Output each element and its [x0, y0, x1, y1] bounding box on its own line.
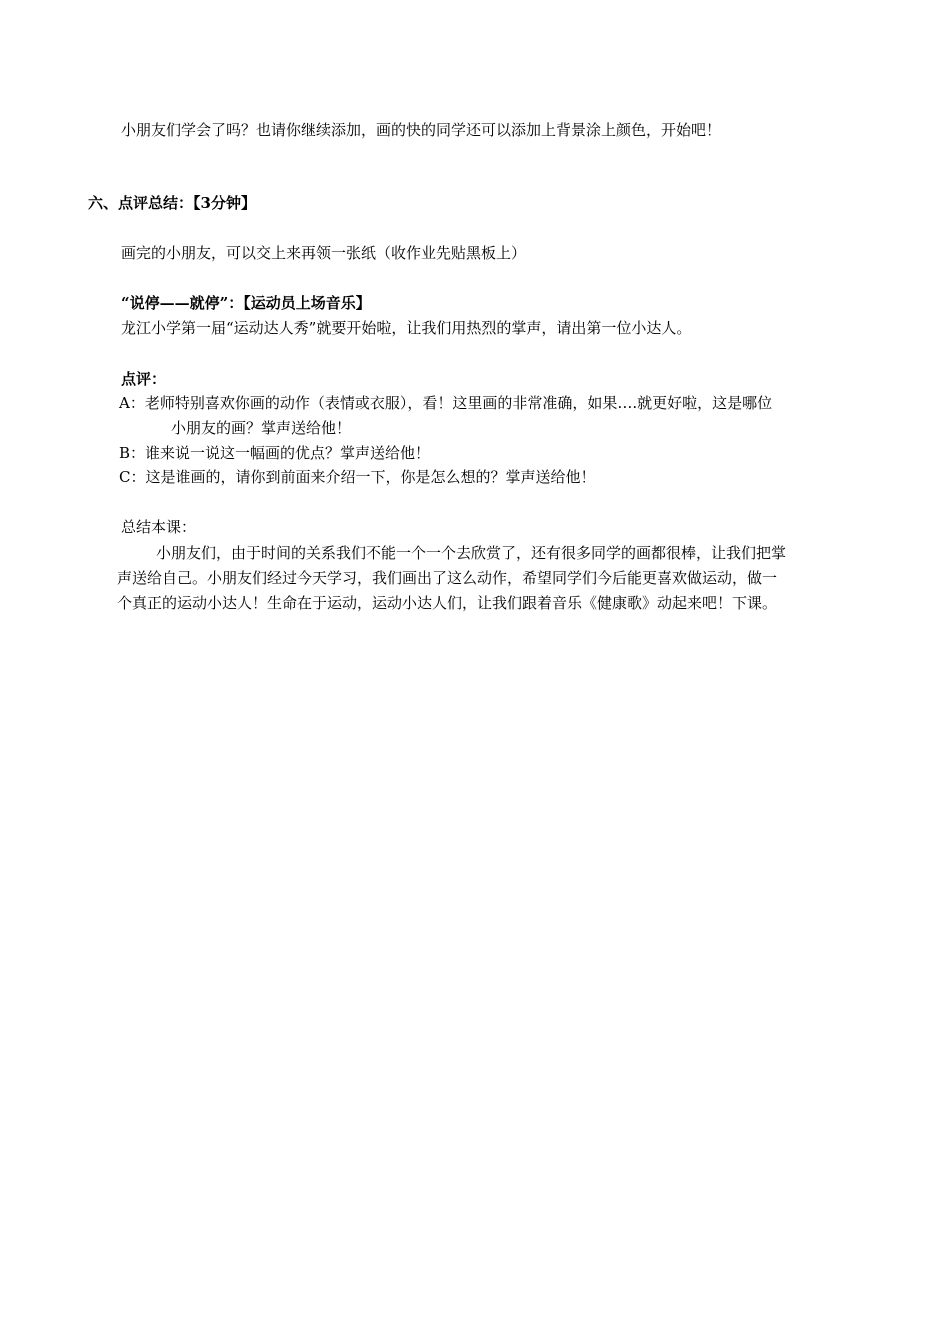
comment-a-line2: 小朋友的画？掌声送给他！: [171, 419, 352, 437]
intro-paragraph: 小朋友们学会了吗？也请你继续添加，画的快的同学还可以添加上背景涂上颜色，开始吧！: [121, 121, 722, 139]
comment-heading: 点评：: [121, 370, 167, 388]
comment-c: C：这是谁画的，请你到前面来介绍一下，你是怎么想的？掌声送给他！: [119, 468, 596, 486]
summary-line1: 小朋友们，由于时间的关系我们不能一个一个去欣赏了，还有很多同学的画都很棒，让我们把掌: [156, 544, 787, 562]
game-heading: “说停——就停”：【运动员上场音乐】: [121, 294, 371, 312]
summary-line3: 个真正的运动小达人！生命在于运动，运动小达人们，让我们跟着音乐《健康歌》动起来吧！下课。: [117, 594, 778, 612]
summary-heading: 总结本课：: [121, 518, 197, 536]
comment-a-line1: A：老师特别喜欢你画的动作（表情或衣服），看！这里画的非常准确，如果….就更好啦，这是哪位: [119, 394, 773, 412]
submit-instruction: 画完的小朋友，可以交上来再领一张纸（收作业先贴黑板上）: [121, 244, 527, 262]
game-text: 龙江小学第一届“运动达人秀”就要开始啦，让我们用热烈的掌声，请出第一位小达人。: [121, 319, 692, 337]
comment-b: B：谁来说一说这一幅画的优点？掌声送给他！: [119, 444, 431, 462]
section-heading-review-summary: 六、点评总结：【3分钟】: [88, 194, 256, 212]
summary-line2: 声送给自己。小朋友们经过今天学习，我们画出了这么动作，希望同学们今后能更喜欢做运动，做一: [117, 569, 778, 587]
